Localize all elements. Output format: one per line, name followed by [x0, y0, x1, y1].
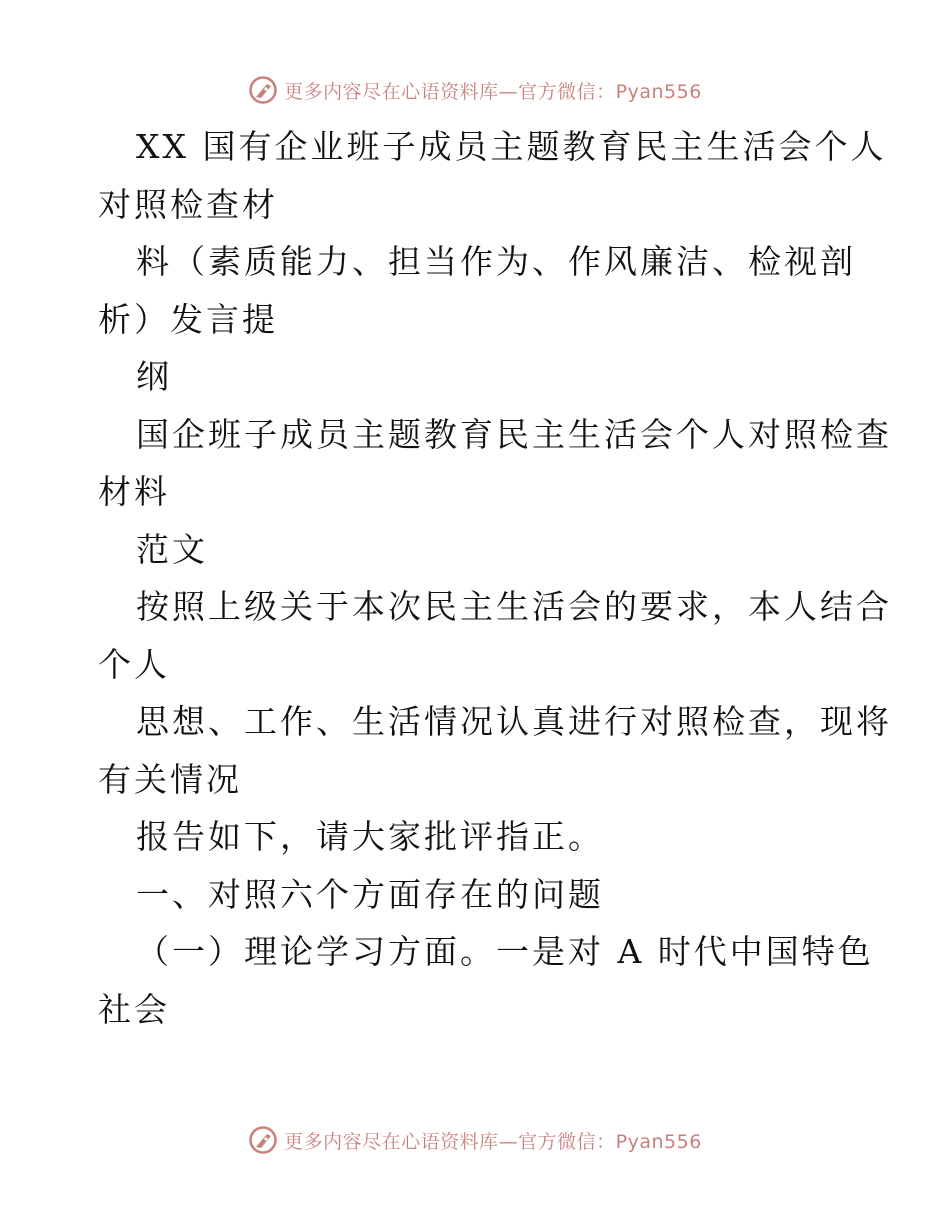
footer-watermark-text: 更多内容尽在心语资料库—官方微信：Pyan556: [284, 1130, 702, 1153]
doc-line-6: 国企班子成员主题教育民主生活会个人对照检查: [136, 414, 892, 454]
doc-line-3: 料（素质能力、担当作为、作风廉洁、检视剖: [136, 242, 856, 281]
pen-nib-logo-icon: [248, 1125, 278, 1155]
doc-line-15: （一）理论学习方面。一是对 A 时代中国特色: [136, 932, 874, 971]
doc-line-8: 范文: [136, 529, 208, 569]
header-watermark-banner: [0, 70, 950, 110]
doc-line-4: 析）发言提: [98, 299, 278, 339]
header-watermark-text: 更多内容尽在心语资料库—官方微信：Pyan556: [284, 80, 702, 103]
doc-line-10: 个人: [98, 644, 170, 684]
doc-line-1: XX 国有企业班子成员主题教育民主生活会个人: [136, 127, 887, 166]
doc-line-14: 一、对照六个方面存在的问题: [136, 874, 604, 914]
footer-watermark-banner: [0, 1120, 950, 1160]
doc-line-12: 有关情况: [98, 759, 242, 799]
doc-line-7: 材料: [98, 472, 170, 511]
doc-line-5: 纲: [136, 357, 172, 396]
document-body: [98, 118, 892, 1038]
doc-line-13: 报告如下，请大家批评指正。: [136, 817, 604, 856]
doc-line-11: 思想、工作、生活情况认真进行对照检查，现将: [136, 702, 892, 741]
doc-line-16: 社会: [98, 989, 170, 1029]
doc-line-9: 按照上级关于本次民主生活会的要求，本人结合: [136, 587, 892, 626]
doc-line-2: 对照检查材: [98, 184, 278, 224]
pen-nib-logo-icon: [248, 75, 278, 105]
